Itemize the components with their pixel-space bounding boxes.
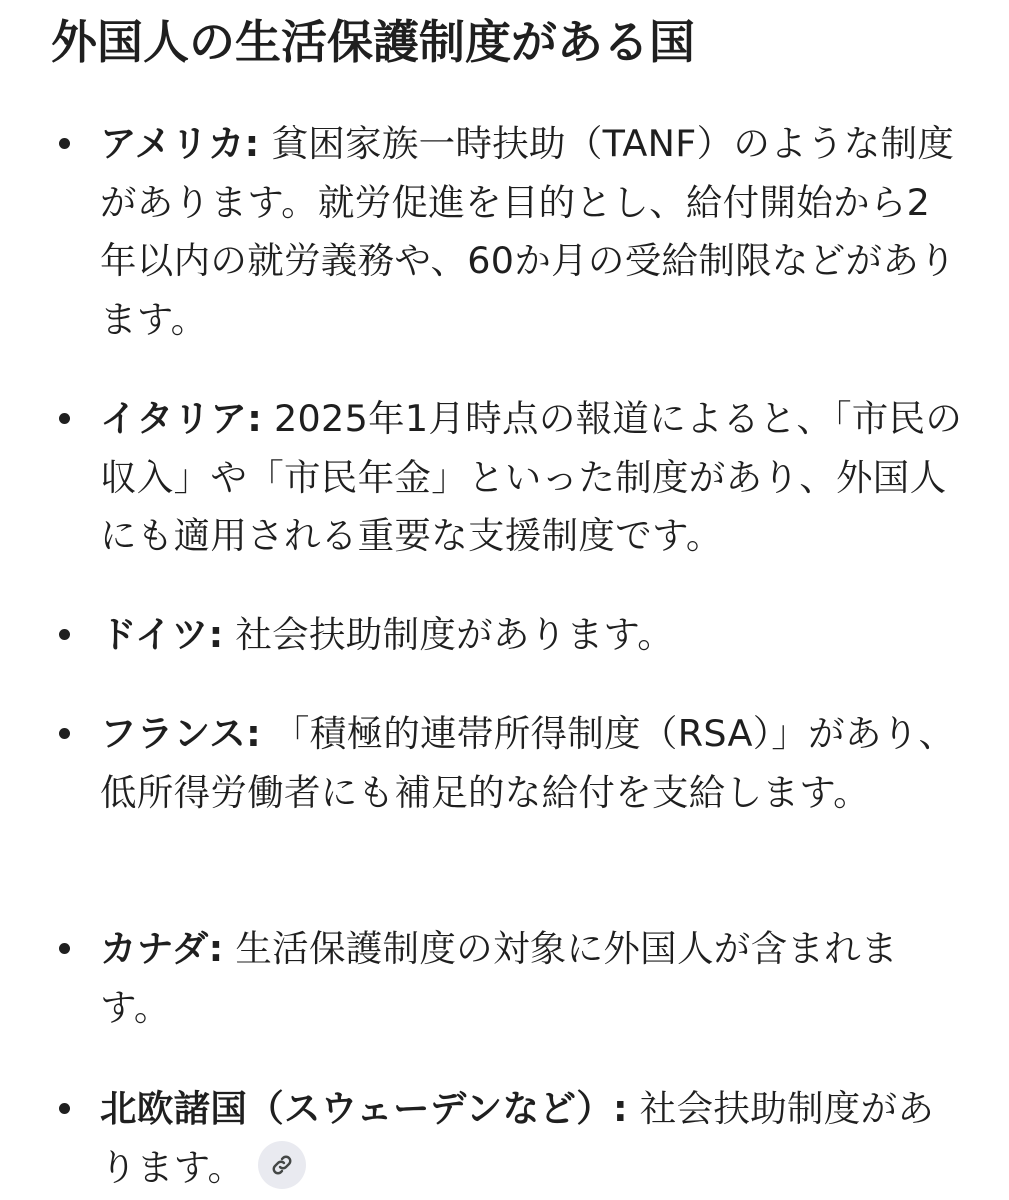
list-item-france [100,705,965,822]
item-description: 2025年1月時点の報道によると、「市民の収入」や「市民年金」といった制度があり、外国人にも適用される重要な支援制度です。 [100,397,963,557]
list-item-canada [100,920,965,1037]
item-description: 貧困家族一時扶助（TANF）のような制度があります。就労促進を目的とし、給付開始から2年以内の就労義務や、60か月の受給制限などがあります。 [100,122,956,341]
bullet [59,728,70,739]
page-title: 外国人の生活保護制度がある国 [51,15,695,69]
item-description: 「積極的連帯所得制度（RSA）」があり、低所得労働者にも補足的な給付を支給します。 [100,712,956,814]
country-name: カナダ: [100,927,224,970]
bullet [59,413,70,424]
country-name: アメリカ: [100,122,260,165]
bullet [59,629,70,640]
item-description: 生活保護制度の対象に外国人が含まれます。 [100,927,898,1029]
country-name: 北欧諸国（スウェーデンなど）: [100,1087,628,1130]
item-description: 社会扶助制度があります。 [100,1087,935,1189]
bullet [59,138,70,149]
list-item-usa [100,115,965,349]
bullet [59,943,70,954]
list-item-italy [100,390,965,566]
country-name: フランス: [100,712,262,755]
country-name: ドイツ: [100,613,224,656]
link-icon [270,1153,294,1177]
item-description: 社会扶助制度があります。 [223,613,675,656]
source-link-button[interactable] [258,1141,306,1189]
list-item-nordic [100,1080,965,1197]
bullet [59,1103,70,1114]
list-item-germany [100,606,965,665]
country-name: イタリア: [100,397,263,440]
